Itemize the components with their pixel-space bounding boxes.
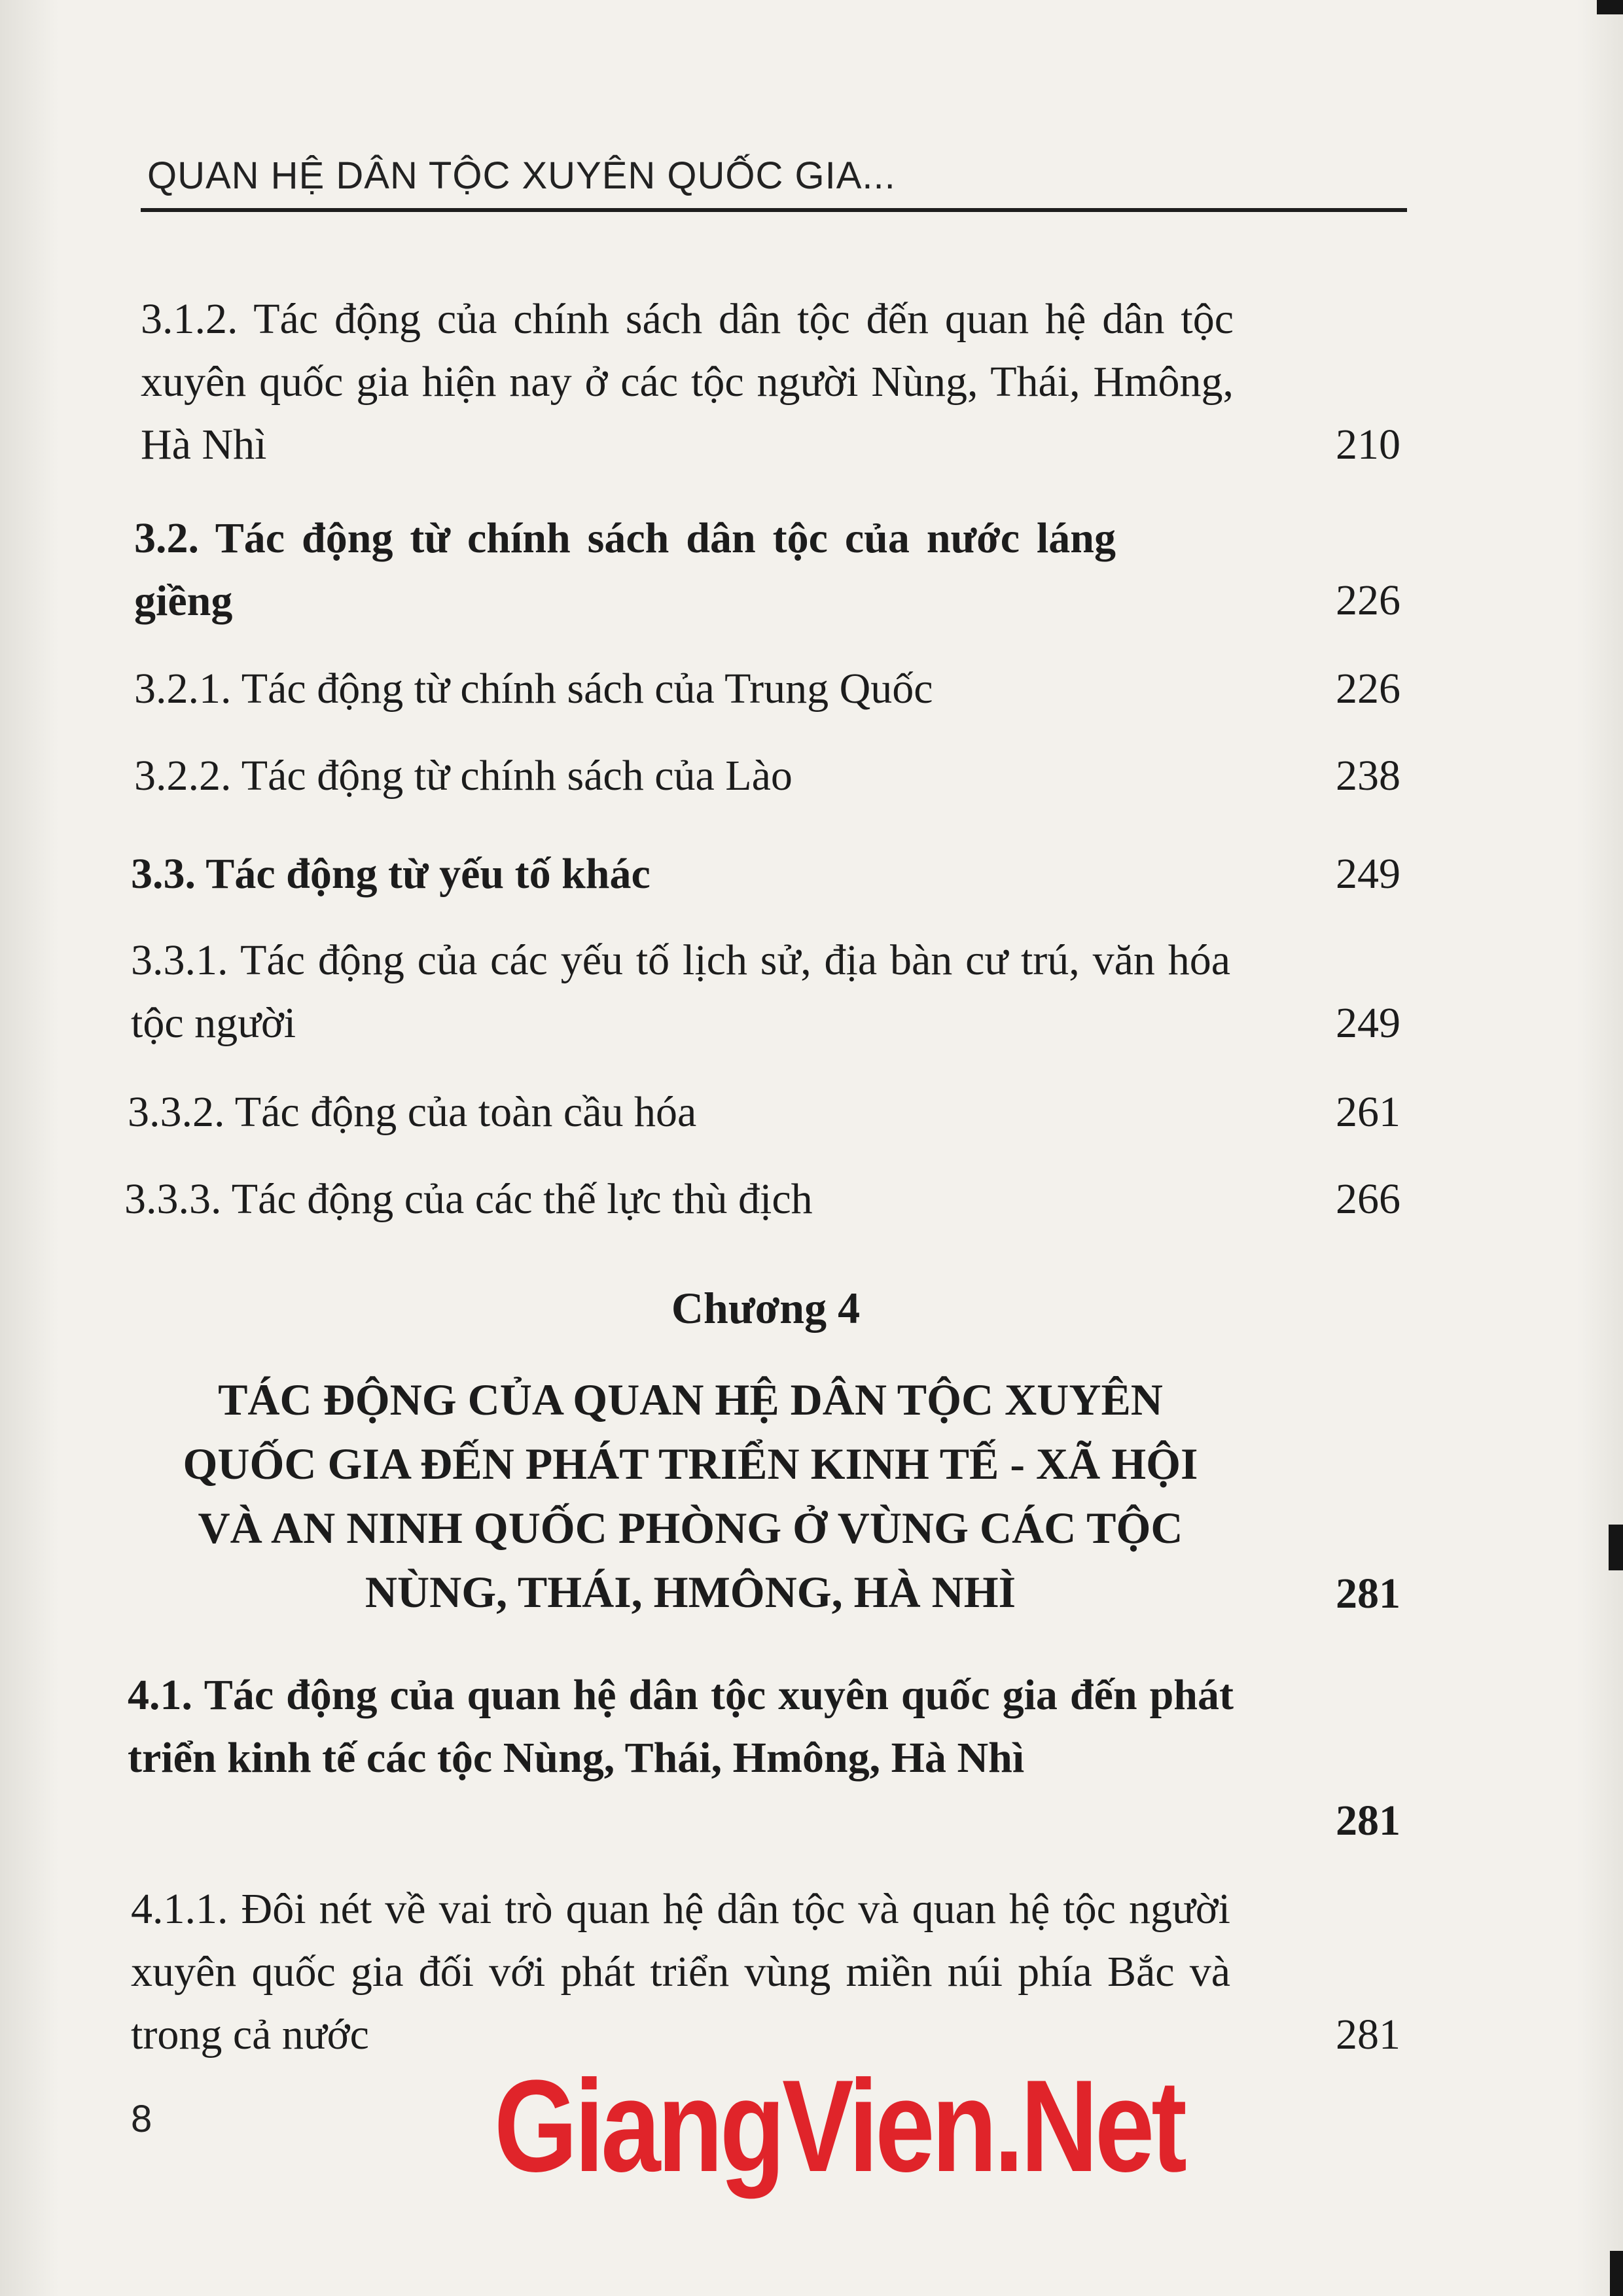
toc-entry-text: 3.3.2. Tác động của toàn cầu hóa <box>128 1088 697 1136</box>
header-rule <box>141 208 1407 212</box>
chapter-page: 281 <box>1336 1570 1400 1617</box>
toc-entry-text: 3.3.1. Tác động của các yếu tố lịch sử, địa bàn cư trú, văn hóa tộc người <box>131 936 1230 1047</box>
page-edge-shadow-right <box>1577 0 1623 2296</box>
toc-entry-page: 210 <box>1336 421 1400 468</box>
page-edge-mark <box>1597 0 1623 14</box>
toc-entry-text: 3.3. Tác động từ yếu tố khác <box>131 850 651 898</box>
toc-entry-text: 3.2. Tác động từ chính sách dân tộc của nước láng giềng <box>134 514 1116 625</box>
toc-entry-text: 3.2.2. Tác động từ chính sách của Lào <box>134 752 793 800</box>
chapter-label: Chương 4 <box>671 1283 861 1333</box>
toc-entry-page: 226 <box>1336 576 1400 624</box>
toc-entry-text: 3.2.1. Tác động từ chính sách của Trung Quốc <box>134 665 933 713</box>
page-number: 8 <box>131 2098 152 2140</box>
watermark-logo: GiangVien.Net <box>494 2053 1184 2199</box>
toc-entry-page: 266 <box>1336 1175 1400 1223</box>
toc-entry-page: 249 <box>1336 850 1400 898</box>
toc-entry-text: 4.1. Tác động của quan hệ dân tộc xuyên quốc gia đến phát triển kinh tế các tộc Nùng, Thái, Hmông, Hà Nhì <box>128 1671 1234 1782</box>
toc-entry-page: 281 <box>1336 2011 1400 2058</box>
toc-entry-page: 226 <box>1336 665 1400 713</box>
chapter-title: TÁC ĐỘNG CỦA QUAN HỆ DÂN TỘC XUYÊN QUỐC GIA ĐẾN PHÁT TRIỂN KINH TẾ - XÃ HỘI VÀ AN NINH QUỐC PHÒNG Ở VÙNG CÁC TỘC NÙNG, THÁI, HMÔNG, HÀ NHÌ <box>183 1375 1198 1617</box>
page-edge-mark <box>1610 2251 1623 2296</box>
toc-entry-text: 3.3.3. Tác động của các thế lực thù địch <box>124 1175 813 1223</box>
toc-entry-page: 261 <box>1336 1088 1400 1136</box>
page-edge-shadow-left <box>0 0 59 2296</box>
toc-entry-page: 281 <box>1336 1797 1400 1845</box>
page-edge-mark <box>1609 1525 1623 1570</box>
running-header: QUAN HỆ DÂN TỘC XUYÊN QUỐC GIA... <box>147 154 896 197</box>
toc-entry-page: 249 <box>1336 999 1400 1047</box>
toc-entry-text: 4.1.1. Đôi nét về vai trò quan hệ dân tộc và quan hệ tộc người xuyên quốc gia đối với phát triển vùng miền núi phía Bắc và trong cả nước <box>131 1885 1230 2058</box>
toc-entry-text: 3.1.2. Tác động của chính sách dân tộc đến quan hệ dân tộc xuyên quốc gia hiện nay ở các tộc người Nùng, Thái, Hmông, Hà Nhì <box>141 295 1234 468</box>
toc-entry-page: 238 <box>1336 752 1400 800</box>
